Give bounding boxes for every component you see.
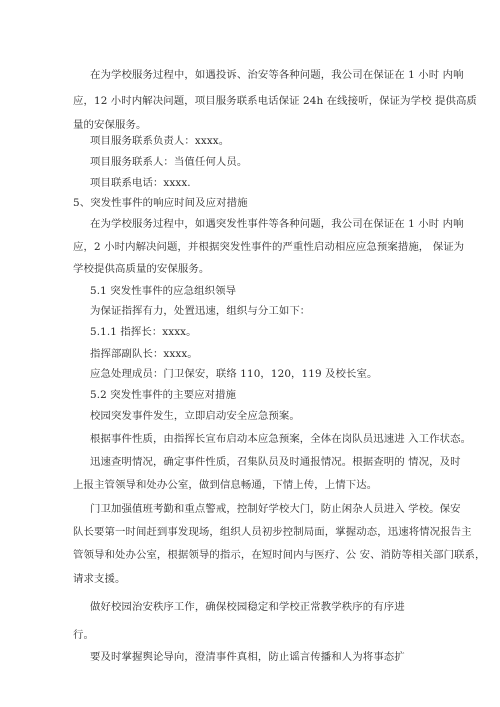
paragraph-line: 根据事件性质，由指挥长宣布启动本应急预案，全体在岗队员迅速进 入工作状态。 bbox=[90, 433, 472, 445]
paragraph-line: 在为学校服务过程中，如遇突发性事件等各种问题，我公司在保证在 1 小时 内响 bbox=[90, 218, 464, 230]
paragraph-line: 应急处理成员：门卫保安，联络 110，120，119 及校长室。 bbox=[90, 368, 378, 380]
paragraph-line: 为保证指挥有力，处置迅速，组织与分工如下： bbox=[90, 305, 311, 317]
paragraph-line: 行。 bbox=[73, 629, 94, 641]
paragraph-line: 要及时掌握舆论导向，澄清事件真相，防止谣言传播和人为将事态扩 bbox=[90, 651, 405, 663]
paragraph-line: 应，12 小时内解决问题，项目服务联系电话保证 24h 在线接听，保证为学校 提供高质 bbox=[73, 95, 477, 107]
subsection-heading: 5.2 突发性事件的主要应对措施 bbox=[90, 389, 237, 401]
paragraph-line: 5.1.1 指挥长：xxxx。 bbox=[90, 326, 197, 338]
paragraph-line: 门卫加强值班考勤和重点警戒，控制好学校大门，防止闲杂人员进入 学校。保安 bbox=[90, 503, 461, 515]
paragraph-line: 学校提供高质量的安保服务。 bbox=[73, 263, 210, 275]
paragraph-line: 量的安保服务。 bbox=[73, 119, 147, 131]
paragraph-line: 队长要第一时间赶到事发现场，组织人员初步控制局面，掌握动态，迅速将情况报告主 bbox=[73, 526, 472, 538]
paragraph-line: 项目服务联系人：当值任何人员。 bbox=[90, 156, 248, 168]
section-heading: 5、突发性事件的响应时间及应对措施 bbox=[73, 197, 248, 209]
subsection-heading: 5.1 突发性事件的应急组织领导 bbox=[90, 285, 237, 297]
paragraph-line: 校园突发事件发生，立即启动安全应急预案。 bbox=[90, 410, 300, 422]
paragraph-line: 做好校园治安秩序工作，确保校园稳定和学校正常教学秩序的有序进 bbox=[90, 601, 405, 613]
paragraph-line: 应，2 小时内解决问题，并根据突发性事件的严重性启动相应应急预案措施， 保证为 bbox=[73, 241, 465, 253]
paragraph-line: 上报主管领导和处办公室，做到信息畅通，下情上传，上情下达。 bbox=[73, 479, 378, 491]
paragraph-line: 项目联系电话：xxxx. bbox=[90, 177, 191, 189]
paragraph-line: 请求支援。 bbox=[73, 573, 126, 585]
paragraph-line: 在为学校服务过程中，如遇投诉、治安等各种问题，我公司在保证在 1 小时 内响 bbox=[90, 69, 464, 81]
paragraph-line: 指挥部副队长：xxxx。 bbox=[90, 348, 198, 360]
paragraph-line: 项目服务联系负责人：xxxx。 bbox=[90, 135, 230, 147]
paragraph-line: 迅速查明情况，确定事件性质，召集队员及时通报情况。根据查明的 情况，及时 bbox=[90, 456, 461, 468]
paragraph-line: 管领导和处办公室，根据领导的指示，在短时间内与医疗、公 安、消防等相关部门联系， bbox=[73, 549, 486, 561]
